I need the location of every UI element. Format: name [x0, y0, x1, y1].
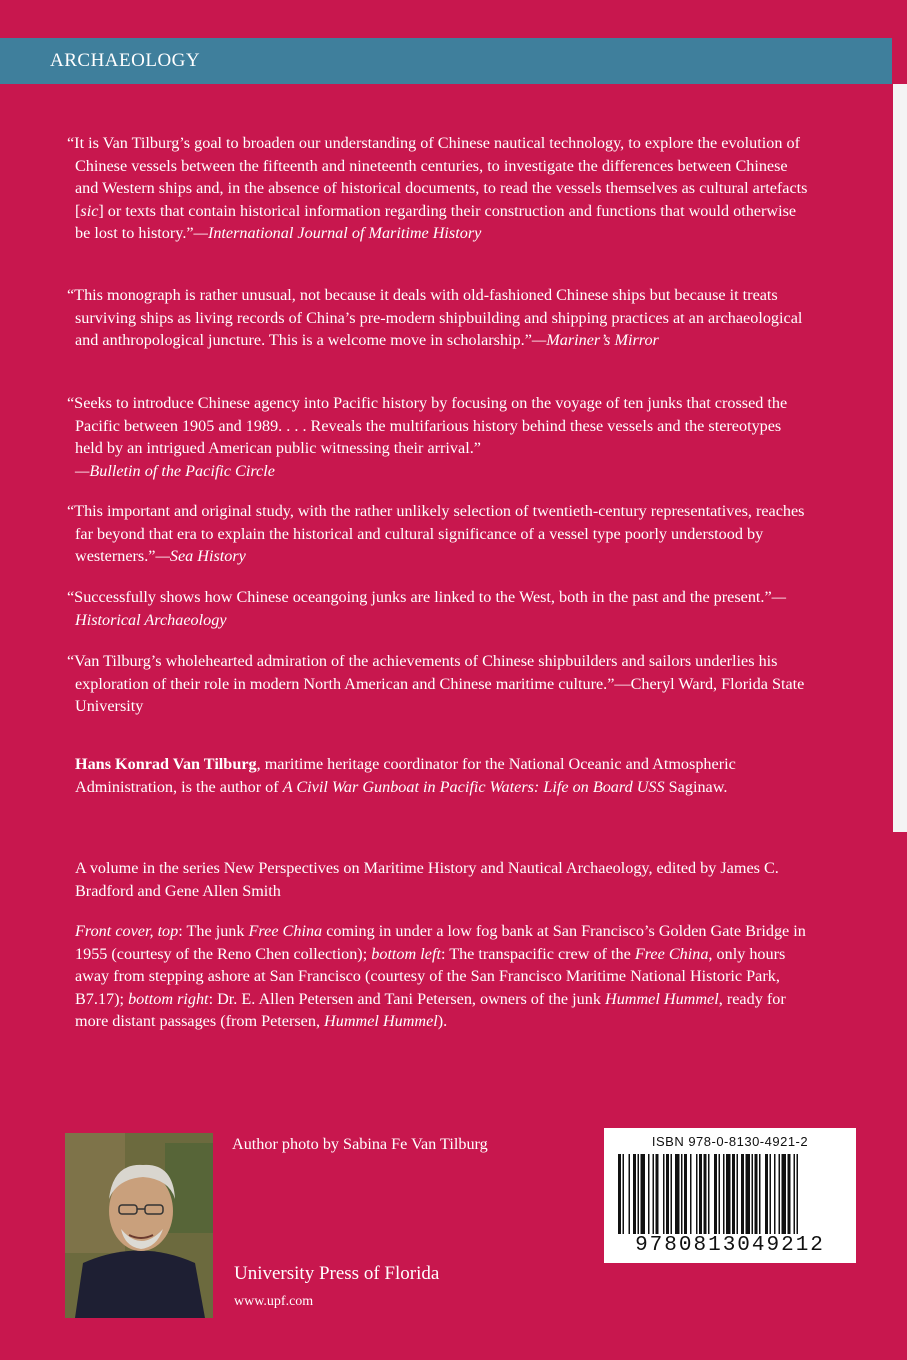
- category-label: ARCHAEOLOGY: [50, 50, 201, 71]
- review-quote-4: “This important and original study, with the rather unlikely selection of twentieth-century representatives, reaches far beyond that era to explain the historical and cultural significance of a vessel type poorly understood by westerners.”—Sea History: [67, 502, 805, 566]
- category-band: [0, 38, 892, 84]
- quote-source: —Historical Archaeology: [75, 588, 787, 629]
- isbn-barcode: [604, 1128, 856, 1263]
- quote-source: —Mariner’s Mirror: [531, 331, 659, 350]
- book-title: A Civil War Gunboat in Pacific Waters: Life on Board USS: [282, 777, 665, 796]
- review-quote-2: “This monograph is rather unusual, not because it deals with old-fashioned Chinese ships but because it treats surviving ships as living records of China’s pre-modern shipbuilding and shipping practices at an archaeological and anthropological juncture. This is a welcome move in scholarship.”—Mariner’s Mirror: [67, 286, 803, 350]
- author-portrait-illustration: [65, 1133, 213, 1318]
- publisher-website[interactable]: www.upf.com: [234, 1294, 314, 1309]
- series-note: A volume in the series New Perspectives on Maritime History and Nautical Archaeology, edited by James C. Bradford and Gene Allen Smith: [75, 859, 779, 900]
- publisher-name: University Press of Florida: [234, 1263, 440, 1284]
- barcode-digits: 9780813049212: [635, 1234, 825, 1257]
- quote-source: —International Journal of Maritime History: [193, 224, 482, 243]
- cover-caption: Front cover, top: The junk Free China coming in under a low fog bank at San Francisco’s Golden Gate Bridge in 1955 (courtesy of the Reno Chen collection); bottom left: The transpacific crew of the Free China, only hours away from stepping ashore at San Francisco (courtesy of the San Francisco Maritime National Historic Park, B7.17); bottom right: Dr. E. Allen Petersen and Tani Petersen, owners of the junk Hummel Hummel, ready for more distant passages (from Petersen, Hummel Hummel).: [75, 922, 806, 1031]
- review-quote-5: “Successfully shows how Chinese oceangoing junks are linked to the West, both in the past and the present.”—Historical Archaeology: [67, 588, 787, 629]
- author-photo: [65, 1133, 213, 1318]
- review-quote-3: “Seeks to introduce Chinese agency into Pacific history by focusing on the voyage of ten junks that crossed the Pacific between 1905 and 1989. . . . Reveals the multifarious history behind these vessels and the stereotypes held by an intrigued American public witnessing their arrival.” —Bulletin of the Pacific Circle: [67, 394, 788, 480]
- page-edge-highlight: [893, 84, 907, 832]
- isbn-label: ISBN 978-0-8130-4921-2: [651, 1134, 809, 1149]
- top-strip: [0, 0, 907, 38]
- review-quote-1: “It is Van Tilburg’s goal to broaden our understanding of Chinese nautical technology, to explore the evolution of Chinese vessels between the fifteenth and nineteenth centuries, to investigate the differences between Chinese and Western ships and, in the absence of historical documents, to read the vessels themselves as cultural artefacts [sic] or texts that contain historical information regarding their construction and functions that would otherwise be lost to history.”—International Journal of Maritime History: [67, 134, 808, 243]
- author-bio: Hans Konrad Van Tilburg, maritime heritage coordinator for the National Oceanic and Atmospheric Administration, is the author of A Civil War Gunboat in Pacific Waters: Life on Board USS Saginaw.: [75, 755, 736, 796]
- barcode-bars: [618, 1154, 842, 1234]
- quote-source: —Sea History: [155, 547, 246, 566]
- review-quote-6: “Van Tilburg’s wholehearted admiration of the achievements of Chinese shipbuilders and sailors underlies his exploration of their role in modern North American and Chinese maritime culture.”—Cheryl Ward, Florida State University: [67, 652, 805, 716]
- photo-credit: Author photo by Sabina Fe Van Tilburg: [232, 1135, 488, 1153]
- quote-source: —Bulletin of the Pacific Circle: [75, 461, 275, 480]
- author-name: Hans Konrad Van Tilburg: [75, 755, 257, 773]
